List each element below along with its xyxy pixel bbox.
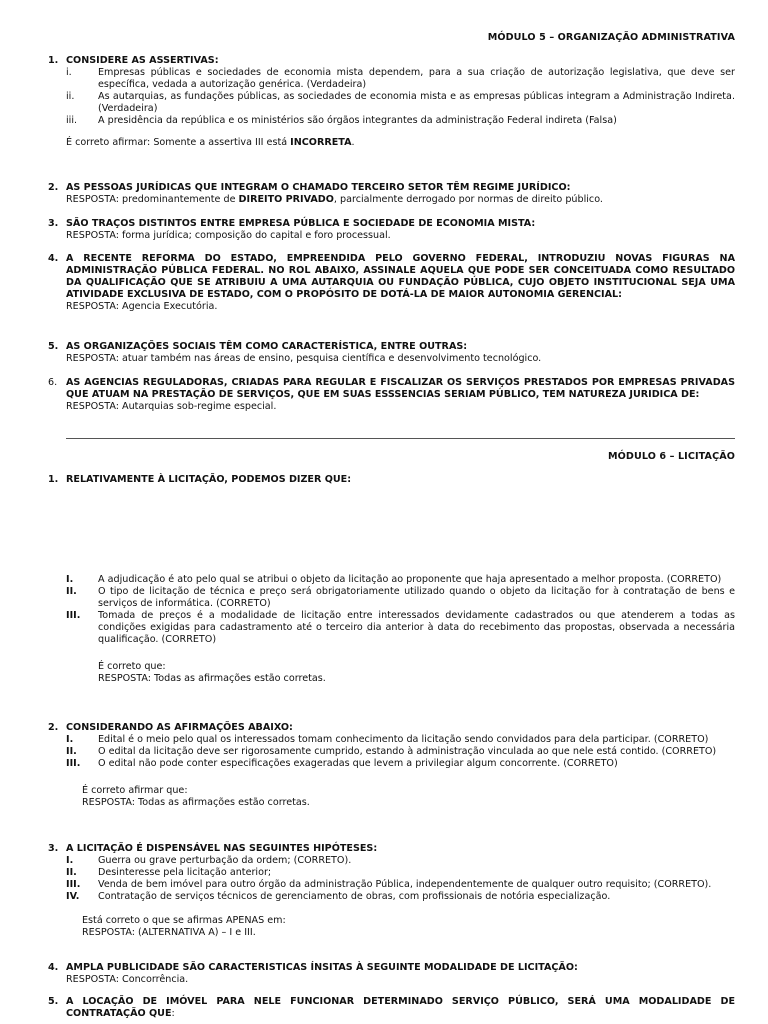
answer-line: RESPOSTA: predominantemente de DIREITO PRIVADO, parcialmente derrogado por normas de direito público. <box>66 194 603 205</box>
m5-question-5: 5. AS ORGANIZAÇÕES SOCIAIS TÊM COMO CARACTERÍSTICA, ENTRE OUTRAS: RESPOSTA: atuar também nas áreas de ensino, pesquisa científica e desenvolvimento tecnológico. <box>48 341 735 365</box>
m6-question-2: 2. CONSIDERANDO AS AFIRMAÇÕES ABAIXO: I. Edital é o meio pelo qual os interessados tomam conhecimento da licitação sendo convidados para dela participar. (CORRETO) II. O edital da licitação deve ser rigorosamente cumprido, estando à administração vinculada ao que nele está contido. (CORRETO) III. O edital não pode conter especificações exageradas que levem a privilegiar algum concorrente. (CORRETO) É correto afirmar que: RESPOSTA: Todas as afirmações estão corretas. <box>48 722 735 809</box>
list-item: ii. As autarquias, as fundações públicas, as sociedades de economia mista e as empresas públicas integram a Administração Indireta. (Verdadeira) <box>66 91 735 114</box>
list-item: III. O edital não pode conter especificações exageradas que levem a privilegiar algum concorrente. (CORRETO) <box>66 758 618 769</box>
question-text: CONSIDERE AS ASSERTIVAS: <box>66 55 219 66</box>
m6-question-3: 3. A LICITAÇÃO É DISPENSÁVEL NAS SEGUINTES HIPÓTESES: I. Guerra ou grave perturbação da ordem; (CORRETO). II. Desinteresse pela licitação anterior; III. Venda de bem imóvel para outro órgão da administração Pública, independentemente de qualquer outro requisito; (CORRETO). IV. Contratação de serviços técnicos de gerenciamento de obras, com profissionais de notória especialização. Está correto o que se afirmas APENAS em: RESPOSTA: (ALTERNATIVA A) – I e III. <box>48 843 735 939</box>
m6-question-1: 1. RELATIVAMENTE À LICITAÇÃO, PODEMOS DIZER QUE: <box>48 474 352 485</box>
list-item: I. Edital é o meio pelo qual os interessados tomam conhecimento da licitação sendo convidados para dela participar. (CORRETO) <box>66 734 709 745</box>
answer-line: RESPOSTA: Todas as afirmações estão corretas. <box>82 797 310 808</box>
m5-question-4: 4. A RECENTE REFORMA DO ESTADO, EMPREENDIDA PELO GOVERNO FEDERAL, INTRODUZIU NOVAS FIGURAS NA ADMINISTRAÇÃO PÚBLICA FEDERAL. NO ROL ABAIXO, ASSINALE AQUELA QUE PODE SER CONCEITUADA COMO RESULTADO DA QUALIFICAÇÃO QUE SE ATRIBUIU A UMA AUTARQUIA OU FUNDAÇÃO PÚBLICA, CUJO OBJETO INSTITUCIONAL SEJA UMA ATIVIDADE EXCLUSIVA DE ESTADO, COM O PROPÓSITO DE DOTÁ-LA DE MAIOR AUTONOMIA GERENCIAL: RESPOSTA: Agencia Executória. <box>48 253 735 312</box>
m5-question-3: 3. SÃO TRAÇOS DISTINTOS ENTRE EMPRESA PÚBLICA E SOCIEDADE DE ECONOMIA MISTA: RESPOSTA: forma jurídica; composição do capital e foro processual. <box>48 218 735 242</box>
note-line: É correto afirmar que: <box>82 785 188 796</box>
list-item: III. Tomada de preços é a modalidade de licitação entre interessados devidamente cadastrados ou que atenderem a todas as condições exigidas para cadastramento até o terceiro dia anterior à data do recebimento das propostas, observada a necessária qualificação. (CORRETO) <box>66 610 735 645</box>
answer-line: RESPOSTA: Concorrência. <box>66 974 189 985</box>
list-item: II. O tipo de licitação de técnica e preço será obrigatoriamente utilizado quando o objeto da licitação for à contratação de bens e serviços de informática. (CORRETO) <box>66 586 735 609</box>
m6-question-4: 4. AMPLA PUBLICIDADE SÃO CARACTERISTICAS ÍNSITAS À SEGUINTE MODALIDADE DE LICITAÇÃO: RESPOSTA: Concorrência. <box>48 962 735 986</box>
module5-title: MÓDULO 5 – ORGANIZAÇÃO ADMINISTRATIVA <box>487 32 735 43</box>
list-item: I. Guerra ou grave perturbação da ordem; (CORRETO). <box>66 855 352 866</box>
m5-question-1 <box>48 55 735 149</box>
m6-question-5: 5. A LOCAÇÃO DE IMÓVEL PARA NELE FUNCIONAR DETERMINADO SERVIÇO PÚBLICO, SERÁ UMA MODALIDADE DE CONTRATAÇÃO QUE: <box>48 996 735 1019</box>
answer-line: RESPOSTA: atuar também nas áreas de ensino, pesquisa científica e desenvolvimento tecnológico. <box>66 353 542 364</box>
answer-line: RESPOSTA: (ALTERNATIVA A) – I e III. <box>82 927 256 938</box>
list-item: iii. A presidência da república e os ministérios são órgãos integrantes da administração Federal indireta (Falsa) <box>66 115 617 126</box>
m6-question-1-items <box>48 574 735 685</box>
list-item: II. O edital da licitação deve ser rigorosamente cumprido, estando à administração vinculada ao que nele está contido. (CORRETO) <box>66 746 717 757</box>
list-item: I. A adjudicação é ato pelo qual se atribui o objeto da licitação ao proponente que haja apresentado a melhor proposta. (CORRETO) <box>66 574 722 585</box>
section-divider <box>66 438 735 439</box>
answer-line: RESPOSTA: Todas as afirmações estão corretas. <box>98 673 326 684</box>
answer-line: RESPOSTA: Autarquias sob-regime especial. <box>66 401 277 412</box>
answer-line: RESPOSTA: Agencia Executória. <box>66 301 218 312</box>
note-line: Está correto o que se afirmas APENAS em: <box>82 915 286 926</box>
list-item: II. Desinteresse pela licitação anterior; <box>66 867 272 878</box>
m5-question-6: 6. AS AGENCIAS REGULADORAS, CRIADAS PARA REGULAR E FISCALIZAR OS SERVIÇOS PRESTADOS POR EMPRESAS PRIVADAS QUE ATUAM NA PRESTAÇÃO DE SERVIÇOS, QUE EM SUAS ESSSENCIAS SERIAM PÚBLICO, TEM NATUREZA JURIDICA DE: RESPOSTA: Autarquias sob-regime especial. <box>48 377 735 412</box>
answer-line: É correto afirmar: Somente a assertiva III está INCORRETA. <box>66 137 355 148</box>
list-item: III. Venda de bem imóvel para outro órgão da administração Pública, independentemente de qualquer outro requisito; (CORRETO). <box>66 879 712 890</box>
list-item: i. Empresas públicas e sociedades de economia mista dependem, para a sua criação de autorização legislativa, que deve ser específica, vedada a autorização genérica. (Verdadeira) <box>66 67 735 90</box>
m5-question-2: 2. AS PESSOAS JURÍDICAS QUE INTEGRAM O CHAMADO TERCEIRO SETOR TÊM REGIME JURÍDICO: RESPOSTA: predominantemente de DIREITO PRIVADO, parcialmente derrogado por normas de direito público. <box>48 182 735 206</box>
module6-title: MÓDULO 6 – LICITAÇÃO <box>607 451 735 462</box>
question-number: 1. <box>48 55 59 66</box>
answer-line: RESPOSTA: forma jurídica; composição do capital e foro processual. <box>66 230 391 241</box>
note-line: É correto que: <box>98 661 166 672</box>
list-item: IV. Contratação de serviços técnicos de gerenciamento de obras, com profissionais de notória especialização. <box>66 891 611 902</box>
